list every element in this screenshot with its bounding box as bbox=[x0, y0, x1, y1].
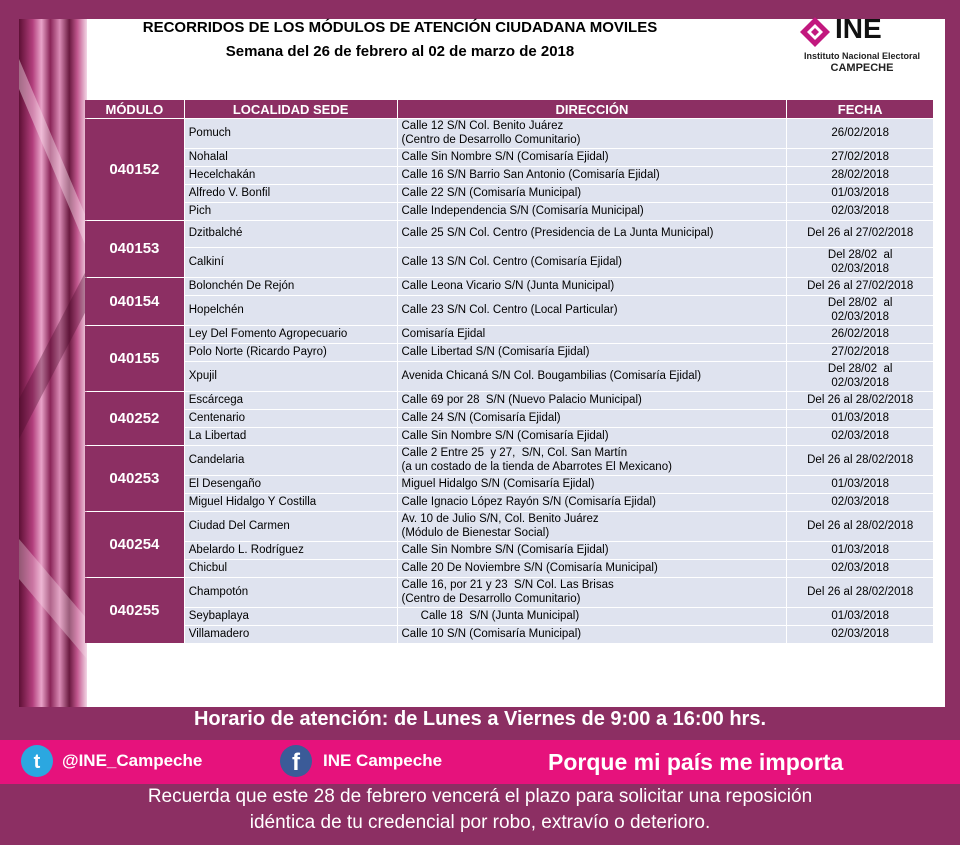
localidad-cell: Miguel Hidalgo Y Costilla bbox=[185, 494, 397, 511]
module-cell: 040152 bbox=[85, 119, 184, 220]
facebook-handle[interactable]: INE Campeche bbox=[323, 751, 443, 770]
direccion-cell bbox=[398, 185, 787, 202]
localidad-cell: Candelaria bbox=[185, 446, 397, 475]
table-row bbox=[85, 167, 933, 184]
direccion-cell bbox=[398, 428, 787, 445]
direccion-cell bbox=[398, 578, 787, 607]
direccion-line: Calle 24 S/N (Comisaría Ejidal) bbox=[401, 411, 561, 424]
direccion-cell bbox=[398, 512, 787, 541]
fecha-line: Del 26 al 28/02/2018 bbox=[807, 393, 914, 406]
fecha-cell bbox=[787, 119, 933, 148]
notice-text bbox=[0, 784, 960, 836]
fecha-cell bbox=[787, 608, 933, 625]
direccion-line: Calle 16 S/N Barrio San Antonio (Comisaría Ejidal) bbox=[401, 168, 660, 181]
fecha-line: Del 28/02 al bbox=[827, 363, 893, 375]
direccion-line: Calle 25 S/N Col. Centro (Presidencia de La Junta Municipal) bbox=[401, 227, 714, 240]
localidad-cell: Chicbul bbox=[185, 560, 397, 577]
fecha-cell bbox=[787, 296, 933, 325]
col-header-fecha: FECHA bbox=[787, 100, 933, 118]
fecha-line: 02/03/2018 bbox=[831, 627, 889, 640]
direccion-line: Calle 20 De Noviembre S/N (Comisaría Municipal) bbox=[401, 561, 658, 574]
page-title: RECORRIDOS DE LOS MÓDULOS DE ATENCIÓN CIUDADANA MOVILES bbox=[142, 19, 658, 36]
direccion-cell bbox=[398, 278, 787, 295]
direccion-line: Calle 18 S/N (Junta Municipal) bbox=[401, 609, 580, 622]
localidad-cell: Escárcega bbox=[185, 392, 397, 409]
localidad-cell: Pich bbox=[185, 203, 397, 220]
ine-logo-icon bbox=[798, 15, 832, 49]
direccion-line: Avenida Chicaná S/N Col. Bougambilias (Comisaría Ejidal) bbox=[401, 369, 702, 382]
direccion-cell bbox=[398, 560, 787, 577]
col-header-modulo: MÓDULO bbox=[85, 100, 184, 118]
table-row bbox=[85, 542, 933, 559]
localidad-cell: Villamadero bbox=[185, 626, 397, 643]
ine-logo bbox=[798, 13, 926, 83]
localidad-cell: Champotón bbox=[185, 578, 397, 607]
fecha-cell bbox=[787, 560, 933, 577]
fecha-cell bbox=[787, 542, 933, 559]
localidad-cell: Pomuch bbox=[185, 119, 397, 148]
direccion-line: Calle Leona Vicario S/N (Junta Municipal) bbox=[401, 279, 615, 292]
direccion-cell bbox=[398, 221, 787, 247]
direccion-line: Calle 16, por 21 y 23 S/N Col. Las Brisas bbox=[401, 579, 614, 591]
fecha-cell bbox=[787, 248, 933, 277]
localidad-cell: El Desengaño bbox=[185, 476, 397, 493]
table-row bbox=[85, 446, 933, 475]
fecha-cell bbox=[787, 392, 933, 409]
fecha-line: 28/02/2018 bbox=[831, 168, 889, 181]
direccion-cell bbox=[398, 542, 787, 559]
localidad-cell: Nohalal bbox=[185, 149, 397, 166]
direccion-line: Calle Ignacio López Rayón S/N (Comisaría Ejidal) bbox=[401, 495, 656, 508]
fecha-line: 01/03/2018 bbox=[831, 543, 889, 556]
fecha-line: 26/02/2018 bbox=[831, 327, 889, 340]
fecha-line: 27/02/2018 bbox=[831, 345, 889, 358]
direccion-line: (Módulo de Bienestar Social) bbox=[401, 526, 550, 539]
fecha-line: 02/03/2018 bbox=[831, 495, 889, 508]
localidad-cell: Centenario bbox=[185, 410, 397, 427]
fecha-cell bbox=[787, 221, 933, 247]
direccion-cell bbox=[398, 608, 787, 625]
fecha-line: 01/03/2018 bbox=[831, 477, 889, 490]
table-row bbox=[85, 149, 933, 166]
table-header-row bbox=[85, 100, 933, 118]
direccion-line: (a un costado de la tienda de Abarrotes El Mexicano) bbox=[401, 460, 672, 473]
table-row bbox=[85, 278, 933, 295]
direccion-cell bbox=[398, 167, 787, 184]
direccion-line: Calle 23 S/N Col. Centro (Local Particular) bbox=[401, 303, 618, 316]
fecha-cell bbox=[787, 185, 933, 202]
fecha-cell bbox=[787, 410, 933, 427]
fecha-line: 02/03/2018 bbox=[831, 561, 889, 574]
table-row bbox=[85, 185, 933, 202]
localidad-cell: Bolonchén De Rejón bbox=[185, 278, 397, 295]
direccion-line: Calle 2 Entre 25 y 27, S/N, Col. San Martín bbox=[401, 447, 628, 459]
direccion-line: Calle Sin Nombre S/N (Comisaría Ejidal) bbox=[401, 429, 609, 442]
localidad-cell: Ley Del Fomento Agropecuario bbox=[185, 326, 397, 343]
fecha-cell bbox=[787, 326, 933, 343]
localidad-cell: Dzitbalché bbox=[185, 221, 397, 247]
table-row bbox=[85, 119, 933, 148]
table-row bbox=[85, 608, 933, 625]
table-row bbox=[85, 248, 933, 277]
col-header-direccion: DIRECCIÓN bbox=[398, 100, 787, 118]
twitter-icon[interactable] bbox=[21, 745, 53, 777]
fecha-line: 02/03/2018 bbox=[831, 262, 889, 275]
fecha-cell bbox=[787, 446, 933, 475]
fecha-line: Del 26 al 27/02/2018 bbox=[807, 227, 914, 240]
fecha-line: 01/03/2018 bbox=[831, 609, 889, 622]
table-row bbox=[85, 392, 933, 409]
logo-subtitle: Instituto Nacional Electoral bbox=[803, 51, 921, 61]
logo-name: INE bbox=[835, 13, 882, 44]
direccion-line: Calle 12 S/N Col. Benito Juárez bbox=[401, 120, 564, 132]
fecha-line: Del 26 al 27/02/2018 bbox=[807, 279, 914, 292]
fecha-line: 02/03/2018 bbox=[831, 204, 889, 217]
module-cell: 040155 bbox=[85, 326, 184, 391]
fecha-cell bbox=[787, 344, 933, 361]
module-cell: 040253 bbox=[85, 446, 184, 511]
table-row bbox=[85, 476, 933, 493]
table-row bbox=[85, 296, 933, 325]
svg-text:f: f bbox=[292, 749, 300, 776]
direccion-line: Miguel Hidalgo S/N (Comisaría Ejidal) bbox=[401, 477, 595, 490]
direccion-line: Av. 10 de Julio S/N, Col. Benito Juárez bbox=[401, 513, 599, 525]
facebook-icon[interactable] bbox=[280, 745, 312, 777]
fecha-line: 02/03/2018 bbox=[831, 376, 889, 389]
localidad-cell: Ciudad Del Carmen bbox=[185, 512, 397, 541]
table-row bbox=[85, 578, 933, 607]
fecha-cell bbox=[787, 428, 933, 445]
module-cell: 040255 bbox=[85, 578, 184, 643]
localidad-cell: Abelardo L. Rodríguez bbox=[185, 542, 397, 559]
fecha-line: Del 26 al 28/02/2018 bbox=[807, 453, 914, 466]
page-subtitle: Semana del 26 de febrero al 02 de marzo de 2018 bbox=[225, 43, 575, 60]
fecha-cell bbox=[787, 578, 933, 607]
direccion-cell bbox=[398, 392, 787, 409]
table-row bbox=[85, 428, 933, 445]
direccion-cell bbox=[398, 476, 787, 493]
fecha-line: 02/03/2018 bbox=[831, 310, 889, 323]
direccion-line: Calle 13 S/N Col. Centro (Comisaría Ejidal) bbox=[401, 255, 622, 268]
social-band bbox=[0, 740, 960, 784]
table-row bbox=[85, 344, 933, 361]
fecha-line: 02/03/2018 bbox=[831, 429, 889, 442]
direccion-cell bbox=[398, 446, 787, 475]
direccion-line: Calle 22 S/N (Comisaría Municipal) bbox=[401, 186, 582, 199]
direccion-cell bbox=[398, 344, 787, 361]
direccion-cell bbox=[398, 149, 787, 166]
direccion-cell bbox=[398, 410, 787, 427]
decorative-stripes bbox=[19, 19, 87, 707]
fecha-cell bbox=[787, 203, 933, 220]
schedule-table bbox=[84, 99, 934, 644]
notice-line-1: Recuerda que este 28 de febrero vencerá el plazo para solicitar una reposición bbox=[147, 786, 813, 807]
module-cell: 040252 bbox=[85, 392, 184, 445]
table-row bbox=[85, 512, 933, 541]
fecha-cell bbox=[787, 149, 933, 166]
table-row bbox=[85, 410, 933, 427]
direccion-cell bbox=[398, 248, 787, 277]
direccion-cell bbox=[398, 326, 787, 343]
fecha-cell bbox=[787, 494, 933, 511]
fecha-line: Del 28/02 al bbox=[827, 249, 893, 261]
direccion-line: Calle 10 S/N (Comisaría Municipal) bbox=[401, 627, 582, 640]
fecha-line: Del 26 al 28/02/2018 bbox=[807, 519, 914, 532]
fecha-line: 27/02/2018 bbox=[831, 150, 889, 163]
module-cell: 040154 bbox=[85, 278, 184, 325]
direccion-line: (Centro de Desarrollo Comunitario) bbox=[401, 133, 581, 146]
localidad-cell: Alfredo V. Bonfil bbox=[185, 185, 397, 202]
fecha-cell bbox=[787, 476, 933, 493]
fecha-line: 01/03/2018 bbox=[831, 411, 889, 424]
direccion-line: (Centro de Desarrollo Comunitario) bbox=[401, 592, 581, 605]
logo-state: CAMPECHE bbox=[830, 62, 894, 74]
col-header-localidad: LOCALIDAD SEDE bbox=[185, 100, 397, 118]
fecha-cell bbox=[787, 167, 933, 184]
tagline: Porque mi país me importa bbox=[548, 749, 844, 775]
twitter-handle[interactable]: @INE_Campeche bbox=[62, 751, 203, 770]
fecha-cell bbox=[787, 278, 933, 295]
direccion-cell bbox=[398, 203, 787, 220]
table-row bbox=[85, 221, 933, 247]
table-row bbox=[85, 362, 933, 391]
svg-text:t: t bbox=[33, 751, 41, 773]
localidad-cell: Seybaplaya bbox=[185, 608, 397, 625]
fecha-cell bbox=[787, 512, 933, 541]
table-body bbox=[85, 119, 933, 643]
direccion-line: Calle Independencia S/N (Comisaría Municipal) bbox=[401, 204, 644, 217]
table-row bbox=[85, 494, 933, 511]
fecha-line: 26/02/2018 bbox=[831, 126, 889, 139]
table-row bbox=[85, 203, 933, 220]
direccion-cell bbox=[398, 494, 787, 511]
direccion-cell bbox=[398, 296, 787, 325]
localidad-cell: La Libertad bbox=[185, 428, 397, 445]
direccion-line: Calle 69 por 28 S/N (Nuevo Palacio Municipal) bbox=[401, 393, 642, 406]
localidad-cell: Calkiní bbox=[185, 248, 397, 277]
module-cell: 040153 bbox=[85, 221, 184, 277]
table-row bbox=[85, 326, 933, 343]
fecha-cell bbox=[787, 626, 933, 643]
office-hours: Horario de atención: de Lunes a Viernes de 9:00 a 16:00 hrs. bbox=[193, 708, 767, 730]
direccion-cell bbox=[398, 119, 787, 148]
module-cell: 040254 bbox=[85, 512, 184, 577]
table-row bbox=[85, 560, 933, 577]
localidad-cell: Hecelchakán bbox=[185, 167, 397, 184]
localidad-cell: Xpujil bbox=[185, 362, 397, 391]
fecha-line: Del 28/02 al bbox=[827, 297, 893, 309]
direccion-line: Calle Libertad S/N (Comisaría Ejidal) bbox=[401, 345, 590, 358]
direccion-line: Calle Sin Nombre S/N (Comisaría Ejidal) bbox=[401, 543, 609, 556]
table-row bbox=[85, 626, 933, 643]
direccion-line: Comisaría Ejidal bbox=[401, 327, 486, 340]
direccion-cell bbox=[398, 626, 787, 643]
fecha-cell bbox=[787, 362, 933, 391]
localidad-cell: Polo Norte (Ricardo Payro) bbox=[185, 344, 397, 361]
notice-line-2: idéntica de tu credencial por robo, extravío o deterioro. bbox=[249, 812, 711, 833]
direccion-line: Calle Sin Nombre S/N (Comisaría Ejidal) bbox=[401, 150, 609, 163]
direccion-cell bbox=[398, 362, 787, 391]
localidad-cell: Hopelchén bbox=[185, 296, 397, 325]
fecha-line: 01/03/2018 bbox=[831, 186, 889, 199]
fecha-line: Del 26 al 28/02/2018 bbox=[807, 585, 914, 598]
